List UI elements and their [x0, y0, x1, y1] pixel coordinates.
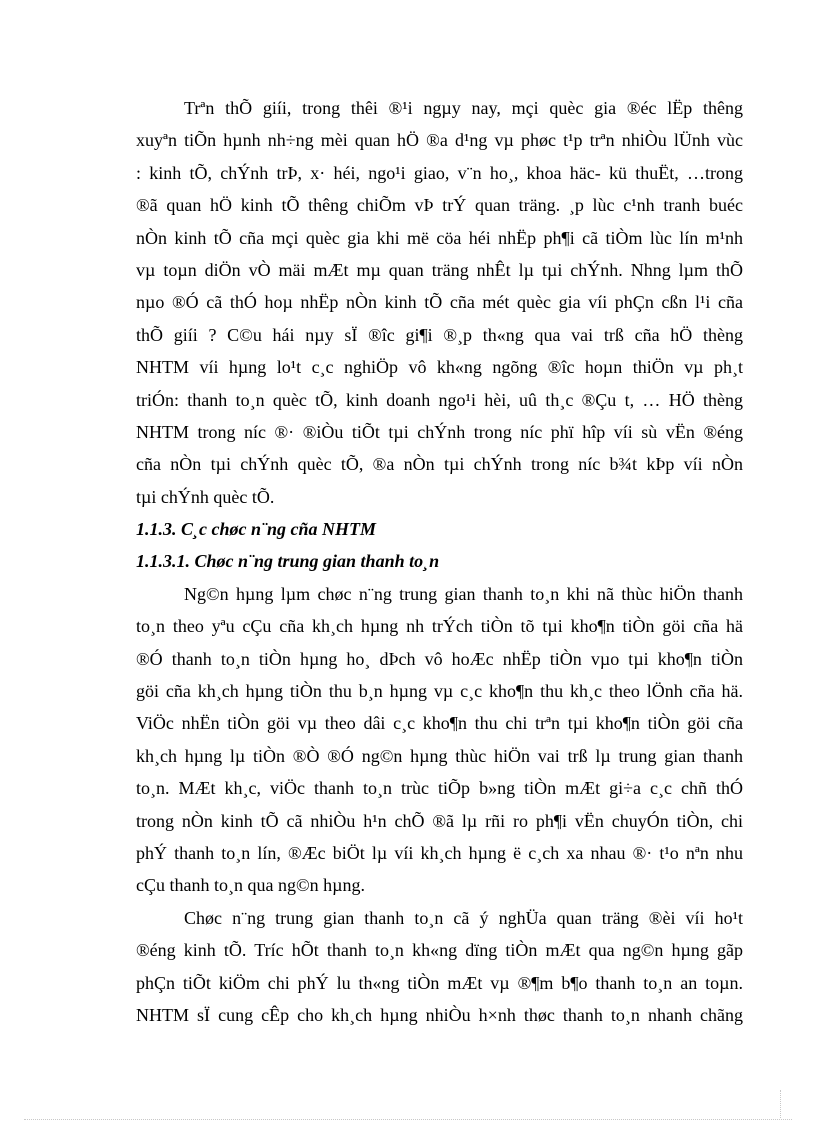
paragraph-1-line-13: tµi chÝnh quèc tÕ. — [136, 486, 275, 507]
paragraph-2-line-6: kh¸ch hµng lµ tiÒn ®Ò ®Ó ng©n hµng thùc hiÖn vai trß lµ trung gian thanh — [136, 745, 743, 766]
paragraph-2-line-2: to¸n theo yªu cÇu cña kh¸ch hµng nh trÝch tiÒn tõ tµi kho¶n tiÒn göi cña hä — [136, 616, 743, 637]
paragraph-1-line-4: ®ã quan hÖ kinh tÕ thêng chiÕm vÞ trÝ quan träng. ¸p lùc c¹nh tranh buéc — [136, 195, 743, 216]
paragraph-1-line-5: nÒn kinh tÕ cña mçi quèc gia khi më cöa héi nhËp ph¶i cã tiÒm lùc lín m¹nh — [136, 227, 743, 248]
paragraph-3-line-1: Chøc n¨ng trung gian thanh to¸n cã ý nghÜa quan träng ®èi víi ho¹t — [184, 907, 743, 928]
paragraph-1-line-7: nµo ®Ó cã thÓ hoµ nhËp nÒn kinh tÕ cña mét quèc gia víi phÇn cßn l¹i cña — [136, 292, 743, 313]
paragraph-1-line-9: NHTM víi hµng lo¹t c¸c nghiÖp vô kh«ng ngõng ®îc hoµn thiÖn vµ ph¸t — [136, 357, 743, 378]
page-corner-mark — [780, 1090, 795, 1118]
document-body — [136, 92, 743, 1031]
paragraph-2-line-3: ®Ó thanh to¸n tiÒn hµng ho¸ dÞch vô hoÆc nhËp tiÒn vµo tµi kho¶n tiÒn — [136, 648, 743, 669]
paragraph-1-line-2: xuyªn tiÕn hµnh nh÷ng mèi quan hÖ ®a d¹ng vµ phøc t¹p trªn nhiÒu lÜnh vùc — [136, 130, 743, 151]
paragraph-1-line-1: Trªn thÕ giíi, trong thêi ®¹i ngµy nay, mçi quèc gia ®éc lËp thêng — [184, 98, 743, 118]
paragraph-2-line-8: trong nÒn kinh tÕ cã nhiÒu h¹n chÕ ®ã lµ rñi ro ph¶i vËn chuyÓn tiÒn, chi — [136, 810, 743, 831]
paragraph-2-line-10: cÇu thanh to¸n qua ng©n hµng. — [136, 875, 366, 896]
paragraph-1-line-11: NHTM trong níc ®· ®iÒu tiÕt tµi chÝnh trong níc phï hîp víi sù vËn ®éng — [136, 421, 743, 442]
section-heading: 1.1.3. C¸c chøc n¨ng cña NHTM — [136, 519, 376, 540]
paragraph-3-line-4: NHTM sÏ cung cÊp cho kh¸ch hµng nhiÒu h×nh thøc thanh to¸n nhanh chãng — [136, 1004, 743, 1025]
paragraph-3-line-2: ®éng kinh tÕ. Tríc hÕt thanh to¸n kh«ng dïng tiÒn mÆt qua ng©n hµng gãp — [136, 940, 743, 961]
paragraph-2-line-1: Ng©n hµng lµm chøc n¨ng trung gian thanh to¸n khi nã thùc hiÖn thanh — [184, 583, 743, 604]
paragraph-1-line-3: : kinh tÕ, chÝnh trÞ, x· héi, ngo¹i giao, v¨n ho¸, khoa häc- kü thuËt, …trong — [136, 162, 743, 183]
subsection-heading: 1.1.3.1. Chøc n¨ng trung gian thanh to¸n — [136, 551, 440, 572]
paragraph-3-line-3: phÇn tiÕt kiÖm chi phÝ lu th«ng tiÒn mÆt vµ ®¶m b¶o thanh to¸n an toµn. — [136, 972, 743, 993]
paragraph-2-line-7: to¸n. MÆt kh¸c, viÖc thanh to¸n trùc tiÕp b»ng tiÒn mÆt gi÷a c¸c chñ thÓ — [136, 778, 743, 799]
paragraph-1-line-8: thÕ giíi ? C©u hái nµy sÏ ®îc gi¶i ®¸p th«ng qua vai trß cña hÖ thèng — [136, 324, 743, 345]
paragraph-1-line-6: vµ toµn diÖn vÒ mäi mÆt mµ quan träng nhÊt lµ tµi chÝnh. Nhng lµm thÕ — [136, 259, 743, 280]
paragraph-1-line-12: cña nÒn tµi chÝnh quèc tÕ, ®a nÒn tµi chÝnh trong níc b¾t kÞp víi nÒn — [136, 454, 743, 475]
paragraph-2-line-5: ViÖc nhËn tiÒn göi vµ theo dâi c¸c kho¶n thu chi trªn tµi kho¶n tiÒn göi cña — [136, 713, 743, 734]
paragraph-2-line-9: phÝ thanh to¸n lín, ®Æc biÖt lµ víi kh¸ch hµng ë c¸ch xa nhau ®· t¹o nªn nhu — [136, 842, 743, 863]
paragraph-2-line-4: göi cña kh¸ch hµng tiÒn thu b¸n hµng vµ c¸c kho¶n thu kh¸c theo lÖnh cña hä. — [136, 681, 743, 702]
page-bottom-border — [24, 1119, 792, 1120]
paragraph-1-line-10: triÓn: thanh to¸n quèc tÕ, kinh doanh ngo¹i hèi, uû th¸c ®Çu t, … HÖ thèng — [136, 389, 743, 410]
